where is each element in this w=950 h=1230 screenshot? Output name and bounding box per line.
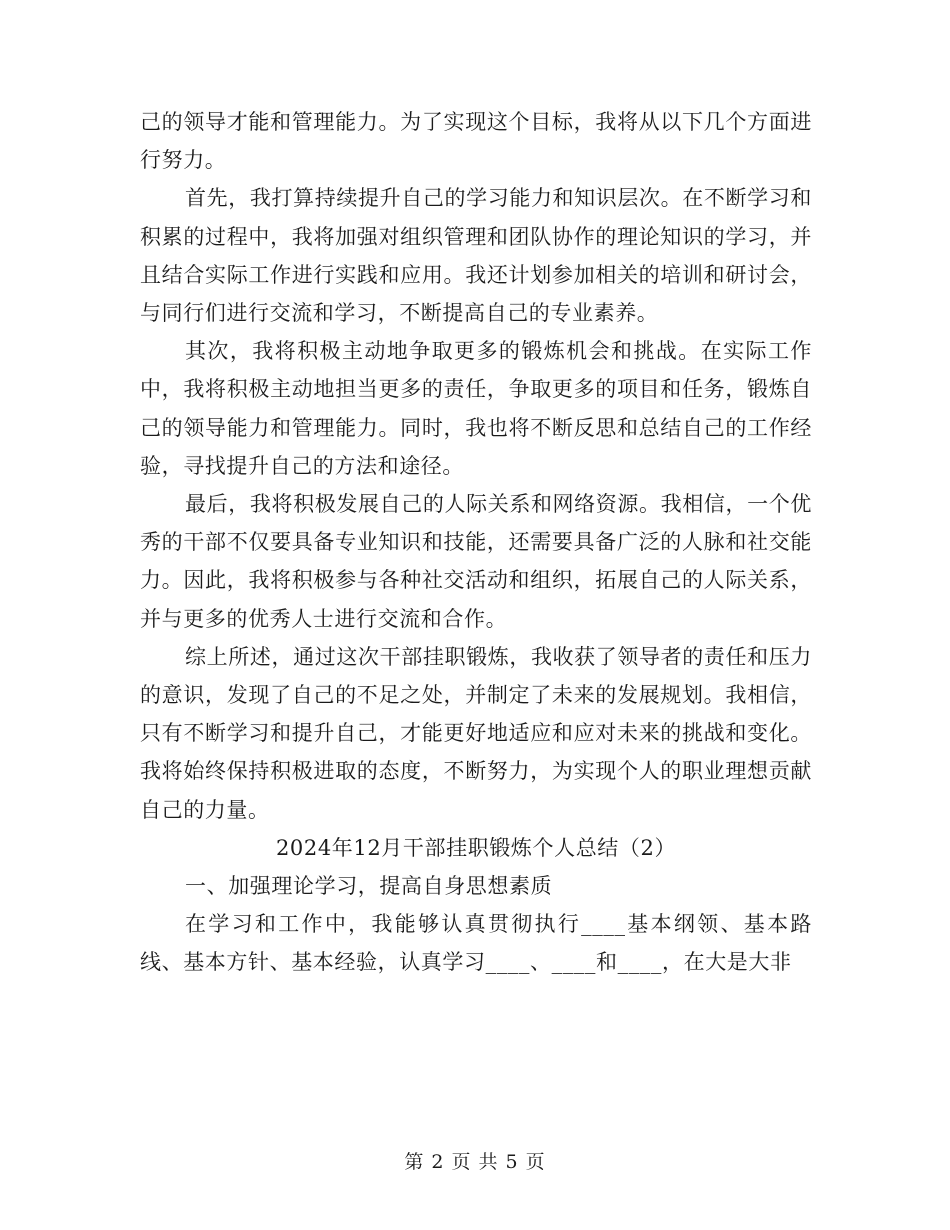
paragraph-relationships: 最后，我将积极发展自己的人际关系和网络资源。我相信，一个优秀的干部不仅要具备专业知识和技能，还需要具备广泛的人脉和社交能力。因此，我将积极参与各种社交活动和组织，拓展自己的人际关系，并与更多的优秀人士进行交流和合作。	[140, 492, 812, 631]
paragraph-conclusion: 综上所述，通过这次干部挂职锻炼，我收获了领导者的责任和压力的意识，发现了自己的不足之处，并制定了未来的发展规划。我相信，只有不断学习和提升自己，才能更好地适应和应对未来的挑战和变化。我将始终保持积极进取的态度，不断努力，为实现个人的职业理想贡献自己的力量。	[140, 644, 812, 822]
page-number-footer: 第 2 页 共 5 页	[404, 1151, 546, 1173]
subsection-heading: 一、加强理论学习，提高自身思想素质	[185, 874, 553, 899]
section-title: 2024年12月干部挂职锻炼个人总结（2）	[275, 835, 677, 860]
paragraph-continuation: 己的领导才能和管理能力。为了实现这个目标，我将从以下几个方面进行努力。	[140, 110, 812, 173]
paragraph-self-improvement: 首先，我打算持续提升自己的学习能力和知识层次。在不断学习和积累的过程中，我将加强对组织管理和团队协作的理论知识的学习，并且结合实际工作进行实践和应用。我还计划参加相关的培训和研讨会，与同行们进行交流和学习，不断提高自己的专业素养。	[140, 186, 812, 326]
document-body	[140, 103, 812, 982]
paragraph-theory-study: 在学习和工作中，我能够认真贯彻执行____基本纲领、基本路线、基本方针、基本经验，认真学习____、____和____，在大是大非	[140, 912, 812, 975]
paragraph-seek-challenges: 其次，我将积极主动地争取更多的锻炼机会和挑战。在实际工作中，我将积极主动地担当更多的责任，争取更多的项目和任务，锻炼自己的领导能力和管理能力。同时，我也将不断反思和总结自己的工作经验，寻找提升自己的方法和途径。	[140, 339, 812, 478]
